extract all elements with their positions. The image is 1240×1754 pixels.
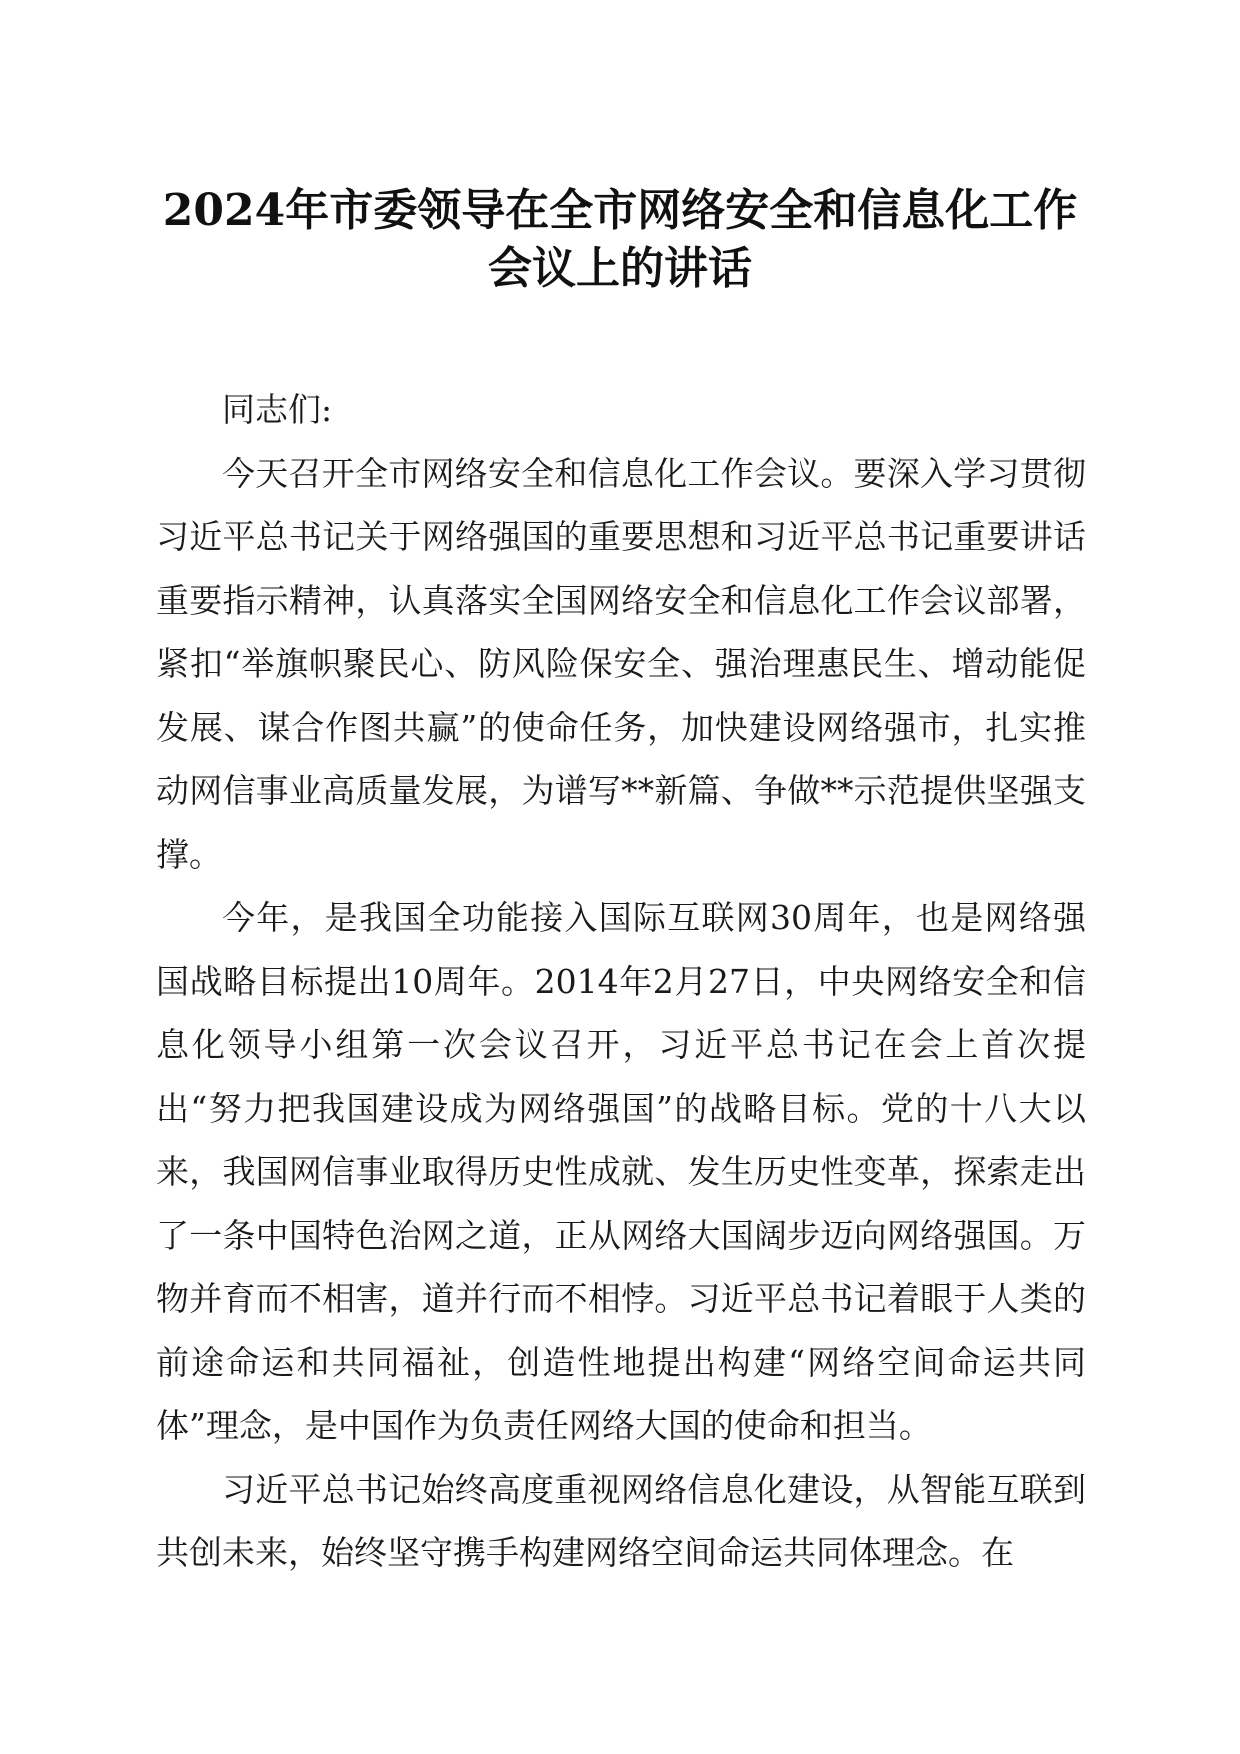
paragraph: 今天召开全市网络安全和信息化工作会议。要深入学习贯彻习近平总书记关于网络强国的重要思想和习近平总书记重要讲话重要指示精神，认真落实全国网络安全和信息化工作会议部署，紧扣“举旗帜聚民心、防风险保安全、强治理惠民生、增动能促发展、谋合作图共赢”的使命任务，加快建设网络强市，扎实推动网信事业高质量发展，为谱写**新篇、争做**示范提供坚强支撑。 xyxy=(156,453,1086,874)
paragraph: 习近平总书记始终高度重视网络信息化建设，从智能互联到共创未来，始终坚守携手构建网络空间命运共同体理念。在 xyxy=(156,1469,1086,1572)
document-body xyxy=(156,378,1086,1585)
salutation: 同志们: xyxy=(222,390,333,429)
document-title: 2024年市委领导在全市网络安全和信息化工作会议上的讲话 xyxy=(162,185,1078,294)
paragraph: 今年，是我国全功能接入国际互联网30周年，也是网络强国战略目标提出10周年。2014年2月27日，中央网络安全和信息化领导小组第一次会议召开，习近平总书记在会上首次提出“努力把我国建设成为网络强国”的战略目标。党的十八大以来，我国网信事业取得历史性成就、发生历史性变革，探索走出了一条中国特色治网之道，正从网络大国阔步迈向网络强国。万物并育而不相害，道并行而不相悖。习近平总书记着眼于人类的前途命运和共同福祉，创造性地提出构建“网络空间命运共同体”理念，是中国作为负责任网络大国的使命和担当。 xyxy=(156,898,1086,1445)
